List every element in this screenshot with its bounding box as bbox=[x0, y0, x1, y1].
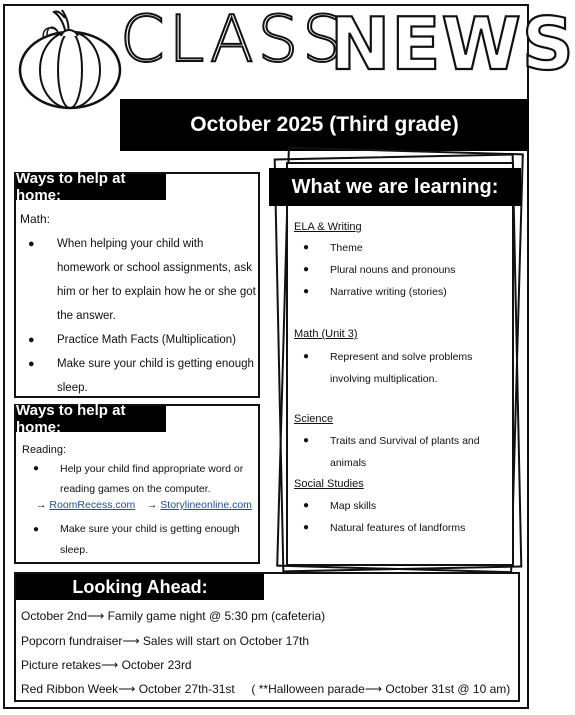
roomrecess-link[interactable]: RoomRecess.com bbox=[49, 499, 136, 511]
list-item: ● Natural features of landforms bbox=[294, 517, 508, 539]
list-item: ● Represent and solve problems involving multiplication. bbox=[294, 346, 502, 390]
date-banner: October 2025 (Third grade) bbox=[120, 99, 529, 151]
science-heading: Science bbox=[294, 413, 334, 425]
ahead-line: Red Ribbon Week⟶ October 27th-31st ( **Halloween parade⟶ October 31st @ 10 am) bbox=[21, 682, 511, 696]
math-unit-list bbox=[294, 346, 502, 390]
list-item: ● Help your child find appropriate word or reading games on the computer. bbox=[28, 459, 246, 499]
ahead-line: Picture retakes⟶ October 23rd bbox=[21, 658, 192, 672]
masthead-news: NEWS bbox=[330, 2, 575, 86]
ela-heading: ELA & Writing bbox=[294, 221, 362, 233]
social-studies-list bbox=[294, 495, 508, 539]
list-item: ● Make sure your child is getting enough sleep. bbox=[28, 519, 246, 561]
list-item: ● Map skills bbox=[294, 495, 508, 517]
looking-ahead-title: Looking Ahead: bbox=[16, 574, 264, 600]
ela-list bbox=[294, 237, 508, 303]
pumpkin-illustration bbox=[14, 6, 126, 114]
reading-label: Reading: bbox=[22, 444, 67, 456]
math-help-title: Ways to help at home: bbox=[16, 174, 166, 200]
science-list bbox=[294, 430, 508, 474]
ahead-line: October 2nd⟶ Family game night @ 5:30 pm (cafeteria) bbox=[21, 609, 326, 623]
masthead-class: CLASS bbox=[120, 3, 347, 77]
list-item: ● When helping your child with homework or school assignments, ask him or her to explain how he or she got the answer. bbox=[24, 232, 256, 328]
reading-help-list bbox=[28, 459, 246, 499]
social-studies-heading: Social Studies bbox=[294, 478, 364, 490]
reading-help-list-2 bbox=[28, 519, 246, 561]
reading-help-title: Ways to help at home: bbox=[16, 406, 166, 432]
list-item: ● Theme bbox=[294, 237, 508, 259]
math-help-list bbox=[24, 232, 256, 400]
list-item: ● Plural nouns and pronouns bbox=[294, 259, 508, 281]
ahead-line: Popcorn fundraiser⟶ Sales will start on October 17th bbox=[21, 634, 310, 648]
list-item: ● Traits and Survival of plants and animals bbox=[294, 430, 508, 474]
storylineonline-link[interactable]: Storylineonline.com bbox=[160, 499, 252, 511]
list-item: ● Narrative writing (stories) bbox=[294, 281, 508, 303]
reading-links bbox=[36, 499, 252, 511]
learning-title: What we are learning: bbox=[269, 168, 521, 206]
arrow-icon: → bbox=[36, 499, 47, 511]
list-item: ● Make sure your child is getting enough sleep. bbox=[24, 352, 256, 400]
arrow-icon: → bbox=[146, 499, 158, 511]
list-item: ● Practice Math Facts (Multiplication) bbox=[24, 328, 256, 352]
math-unit-heading: Math (Unit 3) bbox=[294, 328, 358, 340]
math-label: Math: bbox=[20, 212, 51, 226]
